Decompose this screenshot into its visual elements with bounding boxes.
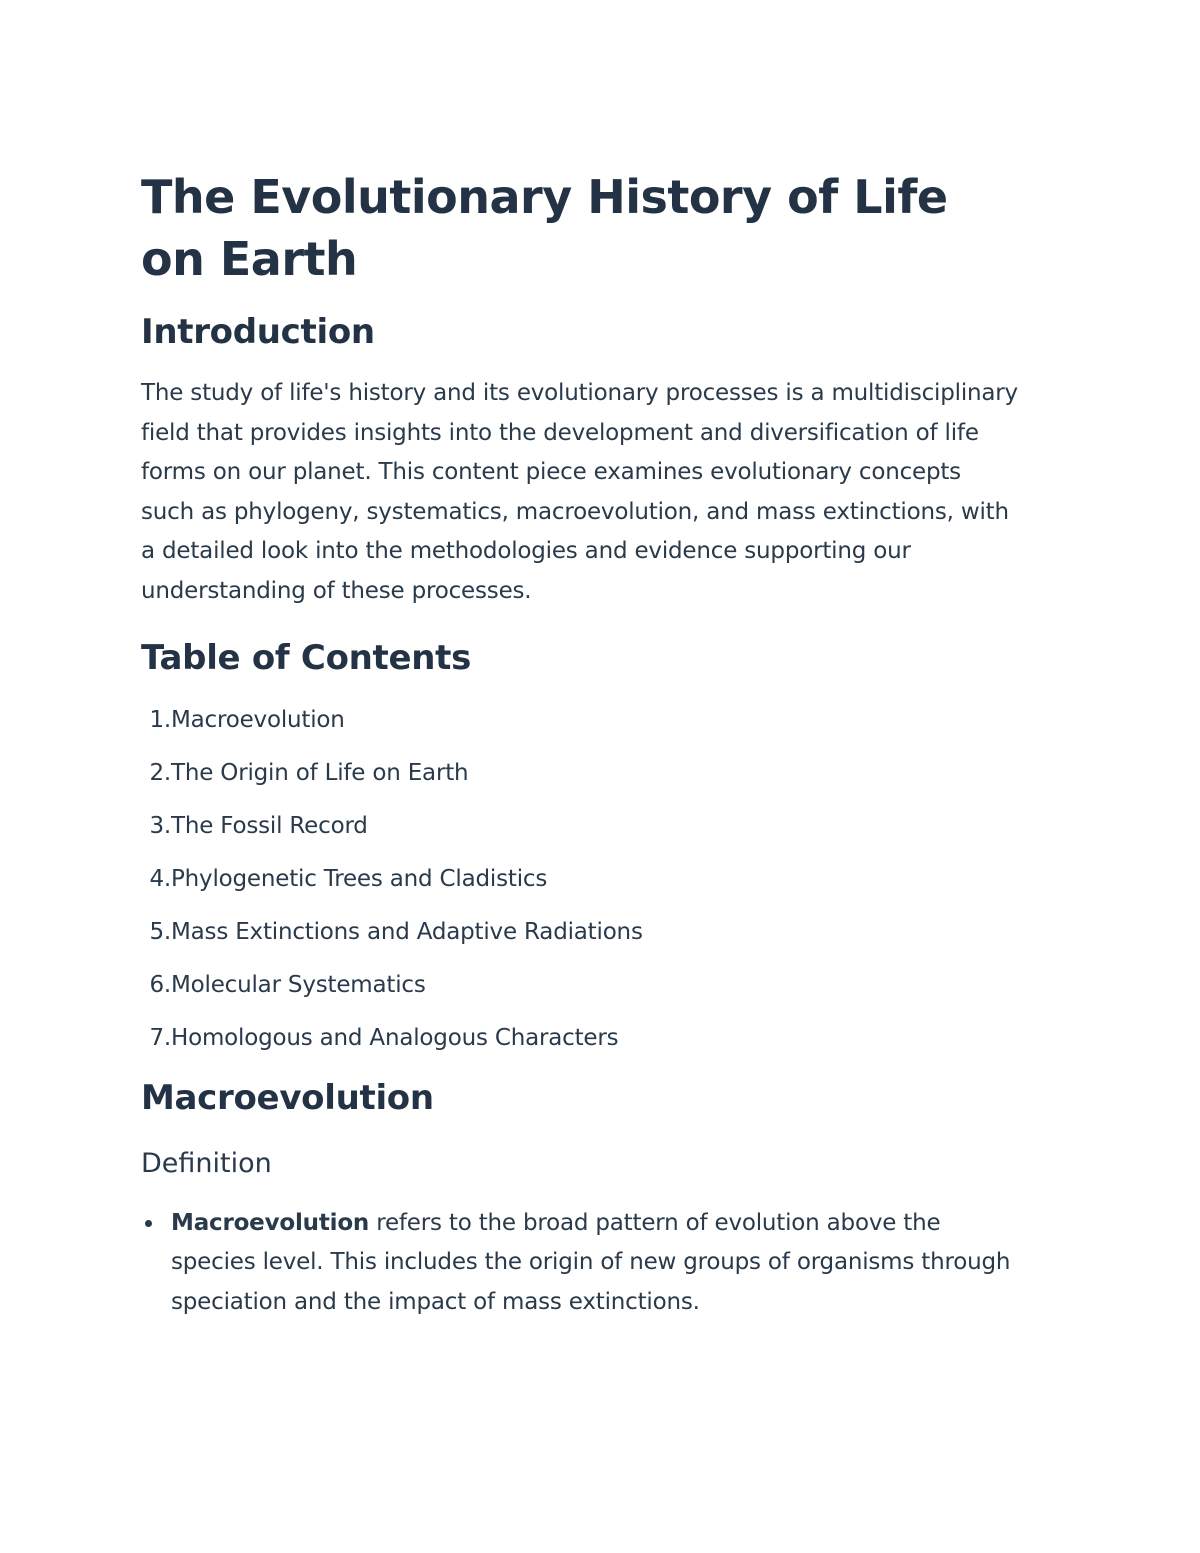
toc-item-number: 6.: [149, 971, 171, 998]
toc-item[interactable]: [141, 1023, 1031, 1053]
toc-item[interactable]: [141, 970, 1031, 1000]
toc-item-number: 2.: [149, 759, 171, 786]
bullet-icon: [145, 1220, 152, 1227]
toc-item[interactable]: [141, 864, 1031, 894]
toc-heading: Table of Contents: [141, 637, 472, 678]
toc-item-label: The Origin of Life on Earth: [171, 759, 469, 786]
introduction-paragraph: The study of life's history and its evolutionary processes is a multidisciplinary field that provides insights into the development and diversification of life forms on our planet. This content piece examines evolutionary concepts such as phylogeny, systematics, macroevolution, and mass extinctions, with a detailed look into the methodologies and evidence supporting our understanding of these processes.: [141, 380, 1018, 604]
term-macroevolution: Macroevolution: [171, 1209, 370, 1236]
definition-subheading: Definition: [141, 1147, 272, 1179]
macroevolution-heading: Macroevolution: [141, 1077, 434, 1118]
table-of-contents: [141, 705, 1031, 1053]
toc-item[interactable]: [141, 758, 1031, 788]
toc-item-label: Macroevolution: [171, 706, 345, 733]
toc-item[interactable]: [141, 917, 1031, 947]
toc-item-number: 4.: [149, 865, 171, 892]
introduction-heading: Introduction: [141, 312, 375, 352]
toc-item-number: 5.: [149, 918, 171, 945]
definition-text: refers to the broad pattern of evolution above the species level. This includes the origin of new groups of organisms through speciation and the impact of mass extinctions.: [171, 1209, 1011, 1315]
definition-list: [141, 1204, 1021, 1323]
toc-item[interactable]: [141, 811, 1031, 841]
toc-item[interactable]: [141, 705, 1031, 735]
toc-item-label: Molecular Systematics: [171, 971, 426, 998]
page-title: The Evolutionary History of Life on Earth: [141, 170, 948, 286]
toc-item-number: 7.: [149, 1024, 171, 1051]
toc-item-label: The Fossil Record: [171, 812, 368, 839]
toc-item-label: Mass Extinctions and Adaptive Radiations: [171, 918, 643, 945]
toc-item-label: Phylogenetic Trees and Cladistics: [171, 865, 548, 892]
document-page: [141, 166, 1031, 1322]
list-item: [141, 1204, 1021, 1323]
toc-item-number: 3.: [149, 812, 171, 839]
toc-item-number: 1.: [149, 706, 171, 733]
toc-item-label: Homologous and Analogous Characters: [171, 1024, 619, 1051]
